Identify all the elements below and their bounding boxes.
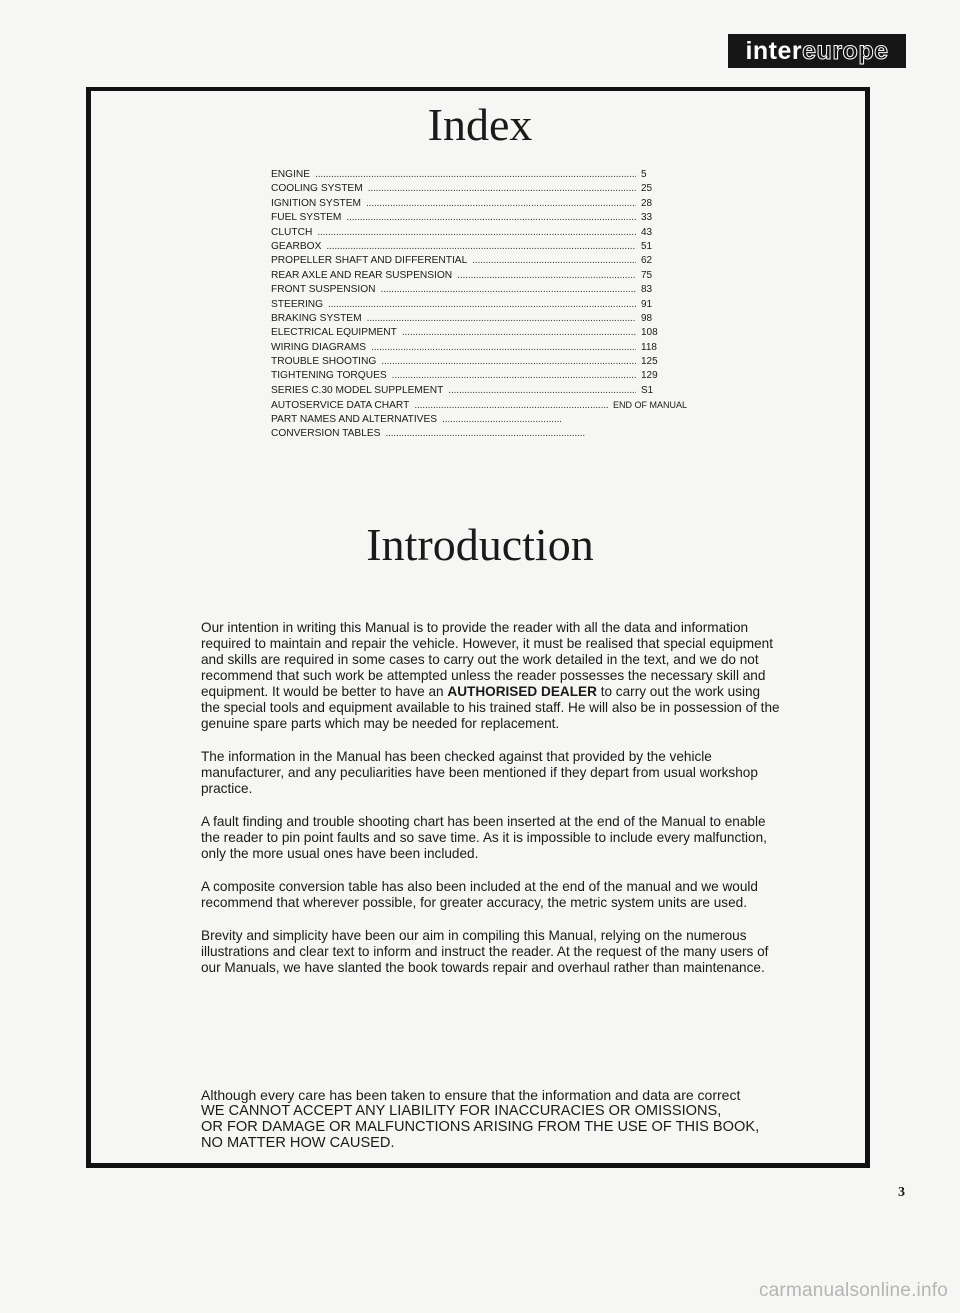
intro-paragraph-1-text-a: Our intention in writing this Manual is to provide the reader with all the data and information required to maintain and repair the vehicle. However, it must be realised that special equipment and skills are required in some cases to carry out the work detailed in the text, and we do not recommend that such work be attempted unless the reader possesses the necessary skill and equipment. It would be better to have an [201,620,774,699]
index-entry-label: GEARBOX [271,240,322,252]
index-entry-page: 129 [641,370,658,382]
index-entry [271,197,691,211]
index-entry-page: 98 [641,312,653,324]
index-entry-label: REAR AXLE AND REAR SUSPENSION [271,269,453,281]
dot-leader [414,399,608,413]
index-entry [271,269,691,283]
index-list [271,168,691,441]
dot-leader [366,197,636,211]
introduction-body [201,620,781,993]
index-entry-label: TROUBLE SHOOTING [271,356,377,368]
index-entry [271,312,691,326]
index-entry-label: IGNITION SYSTEM [271,197,361,209]
dot-leader [448,384,636,398]
index-entry-label: COOLING SYSTEM [271,183,363,195]
dot-leader [367,312,636,326]
intro-paragraph-5: Brevity and simplicity have been our aim in compiling this Manual, relying on the numerous illustrations and clear text to inform and instruct the reader. At the request of the many users of our Manuals, we have slanted the book towards repair and overhaul rather than maintenance. [201,928,769,975]
publisher-logo [728,34,906,68]
disclaimer-line-1: Although every care has been taken to ensure that the information and data are correct [201,1087,741,1103]
index-entry-page: 43 [641,226,653,238]
index-entry-page: 91 [641,298,653,310]
index-entry-page: 51 [641,240,653,252]
index-entry-page: 125 [641,356,658,368]
index-entry [271,355,691,369]
index-entry [271,427,691,441]
introduction-title: Introduction [366,519,594,570]
index-entry-label: WIRING DIAGRAMS [271,341,367,353]
index-entry [271,211,691,225]
index-entry-label: TIGHTENING TORQUES [271,370,387,382]
index-entry [271,398,691,412]
dot-leader [346,211,636,225]
index-entry-page: 75 [641,269,653,281]
disclaimer-line-2: WE CANNOT ACCEPT ANY LIABILITY FOR INACCURACIES OR OMISSIONS, [201,1103,722,1119]
dot-leader [317,226,636,240]
dot-leader [326,240,636,254]
index-entry [271,254,691,268]
index-entry-page: 118 [641,341,657,353]
index-entry-label: ELECTRICAL EQUIPMENT [271,327,397,339]
disclaimer-line-4: NO MATTER HOW CAUSED. [201,1135,395,1151]
index-entry-page: S1 [641,384,654,396]
index-entry-page: 83 [641,284,653,296]
dot-leader [392,369,636,383]
index-entry [271,226,691,240]
index-entry-label: SERIES C.30 MODEL SUPPLEMENT [271,384,444,396]
index-entry-page: 62 [641,255,653,267]
dot-leader [328,298,636,312]
index-entry-label: FUEL SYSTEM [271,212,342,224]
dot-leader [457,269,636,283]
index-entry-label: CONVERSION TABLES [271,428,381,440]
index-entry-label: PROPELLER SHAFT AND DIFFERENTIAL [271,255,468,267]
index-entry [271,298,691,312]
dot-leader [371,341,636,355]
index-entry [271,341,691,355]
index-entry [271,168,691,182]
dot-leader [442,413,562,427]
intro-paragraph-1 [201,620,781,732]
dot-leader [315,168,636,182]
watermark-text: carmanualsonline.info [758,1280,948,1301]
index-entry [271,240,691,254]
dot-leader [381,355,636,369]
index-entry-label: CLUTCH [271,226,313,238]
disclaimer-line-3: OR FOR DAMAGE OR MALFUNCTIONS ARISING FROM THE USE OF THIS BOOK, [201,1119,760,1135]
intro-paragraph-4: A composite conversion table has also been included at the end of the manual and we would recommend that wherever possible, for greater accuracy, the metric system units are used. [201,879,758,910]
index-entry-page: 33 [641,212,653,224]
logo-prefix: inter [745,37,803,65]
index-entry [271,384,691,398]
index-entry-page: 108 [641,327,658,339]
page-number: 3 [898,1185,905,1200]
dot-leader [472,254,636,268]
index-entry-label: AUTOSERVICE DATA CHART [271,400,410,412]
dot-leader [381,283,636,297]
dot-leader [402,326,636,340]
index-entry [271,283,691,297]
index-entry-page: 28 [641,197,653,209]
index-title: Index [427,99,533,150]
index-entry [271,369,691,383]
intro-paragraph-1-text-b: to carry out the work using the special tools and equipment available to his trained staff. He will also be in possession of the genuine spare parts which may be needed for replacement. [201,684,780,731]
dot-leader [368,182,636,196]
index-entry-label: PART NAMES AND ALTERNATIVES [271,413,438,425]
index-entry [271,182,691,196]
dot-leader [385,427,585,441]
index-entry-label: STEERING [271,298,324,310]
intro-paragraph-2: The information in the Manual has been checked against that provided by the vehicle manufacturer, and any peculiarities have been mentioned if they depart from usual workshop practice. [201,749,758,796]
index-entry-label: BRAKING SYSTEM [271,312,362,324]
index-entry-page: 5 [641,169,647,180]
authorised-dealer-emphasis: AUTHORISED DEALER [447,684,597,699]
index-entry [271,326,691,340]
index-entry-page: END OF MANUAL [613,400,688,411]
liability-disclaimer [201,1087,801,1151]
index-entry-label: FRONT SUSPENSION [271,284,376,296]
index-entry [271,413,691,427]
intro-paragraph-3: A fault finding and trouble shooting chart has been inserted at the end of the Manual to enable the reader to pin point faults and so save time. As it is impossible to include every malfunction, only the more usual ones have been included. [201,814,767,861]
logo-suffix: europe [802,37,889,65]
index-entry-page: 25 [641,183,653,195]
index-entry-label: ENGINE [271,169,311,180]
